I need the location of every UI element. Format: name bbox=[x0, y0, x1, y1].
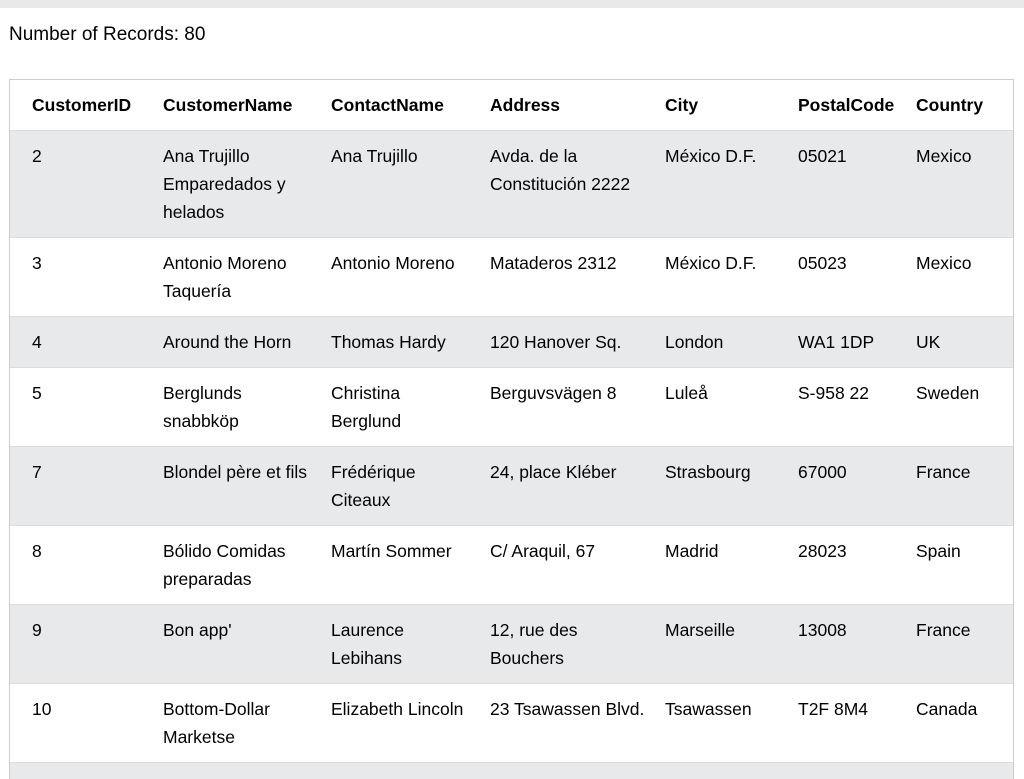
cell-city: México D.F. bbox=[655, 131, 788, 238]
cell-postalcode: 13008 bbox=[788, 605, 906, 684]
cell-customerid: 2 bbox=[10, 131, 153, 238]
cell-contactname: Christina Berglund bbox=[321, 368, 480, 447]
table-row bbox=[10, 131, 1014, 238]
table-row bbox=[10, 526, 1014, 605]
table-row bbox=[10, 605, 1014, 684]
cell-customerid: 4 bbox=[10, 317, 153, 368]
cell-postalcode: 05021 bbox=[788, 131, 906, 238]
header-customerid: CustomerID bbox=[10, 80, 153, 131]
cell-customername: Around the Horn bbox=[153, 317, 321, 368]
header-country: Country bbox=[906, 80, 1014, 131]
cell-customerid: 10 bbox=[10, 684, 153, 763]
cell-contactname: Thomas Hardy bbox=[321, 317, 480, 368]
cell-customerid: 8 bbox=[10, 526, 153, 605]
cell-country: France bbox=[906, 605, 1014, 684]
cell-contactname: Laurence Lebihans bbox=[321, 605, 480, 684]
cell-city: Tsawassen bbox=[655, 684, 788, 763]
table-row bbox=[10, 684, 1014, 763]
cell-country: Canada bbox=[906, 684, 1014, 763]
records-count: Number of Records: 80 bbox=[9, 24, 205, 46]
cell-country: Mexico bbox=[906, 131, 1014, 238]
header-city: City bbox=[655, 80, 788, 131]
cell-customername: Berglunds snabbköp bbox=[153, 368, 321, 447]
table-row bbox=[10, 238, 1014, 317]
cell-customerid: 9 bbox=[10, 605, 153, 684]
cell-customername: Blondel père et fils bbox=[153, 447, 321, 526]
cell-postalcode: 67000 bbox=[788, 447, 906, 526]
cell-contactname: Elizabeth Lincoln bbox=[321, 684, 480, 763]
cell-contactname: Antonio Moreno bbox=[321, 238, 480, 317]
table-row bbox=[10, 317, 1014, 368]
cell-customername: Antonio Moreno Taquería bbox=[153, 238, 321, 317]
table-row bbox=[10, 447, 1014, 526]
cell-customerid: 3 bbox=[10, 238, 153, 317]
cell-city: Strasbourg bbox=[655, 447, 788, 526]
cell-customerid: 7 bbox=[10, 447, 153, 526]
cell-postalcode: 28023 bbox=[788, 526, 906, 605]
cell-country: Mexico bbox=[906, 238, 1014, 317]
customers-table bbox=[10, 80, 1014, 779]
table-header-row bbox=[10, 80, 1014, 131]
cell-postalcode: T2F 8M4 bbox=[788, 684, 906, 763]
cell-contactname: Frédérique Citeaux bbox=[321, 447, 480, 526]
cell-customername: Bon app' bbox=[153, 605, 321, 684]
cell-customerid: 5 bbox=[10, 368, 153, 447]
header-customername: CustomerName bbox=[153, 80, 321, 131]
cell-city: Marseille bbox=[655, 605, 788, 684]
cell-postalcode: 05023 bbox=[788, 238, 906, 317]
header-contactname: ContactName bbox=[321, 80, 480, 131]
cell-city: Madrid bbox=[655, 526, 788, 605]
cell-country: Sweden bbox=[906, 368, 1014, 447]
table-row bbox=[10, 368, 1014, 447]
table-row-partial bbox=[10, 763, 1014, 779]
cell-address: 120 Hanover Sq. bbox=[480, 317, 655, 368]
cell-city: México D.F. bbox=[655, 238, 788, 317]
cell-customername: Ana Trujillo Emparedados y helados bbox=[153, 131, 321, 238]
cell-address: C/ Araquil, 67 bbox=[480, 526, 655, 605]
cell-country: UK bbox=[906, 317, 1014, 368]
cell-country: France bbox=[906, 447, 1014, 526]
cell-contactname: Martín Sommer bbox=[321, 526, 480, 605]
cell-postalcode: WA1 1DP bbox=[788, 317, 906, 368]
cell-address: 24, place Kléber bbox=[480, 447, 655, 526]
cell-customername: Bottom-Dollar Marketse bbox=[153, 684, 321, 763]
customers-table-container bbox=[9, 79, 1014, 779]
cell-address: 23 Tsawassen Blvd. bbox=[480, 684, 655, 763]
cell-address: 12, rue des Bouchers bbox=[480, 605, 655, 684]
cell-city: Luleå bbox=[655, 368, 788, 447]
cell-country: Spain bbox=[906, 526, 1014, 605]
cell-customername: Bólido Comidas preparadas bbox=[153, 526, 321, 605]
cell-contactname: Ana Trujillo bbox=[321, 131, 480, 238]
cell-city: London bbox=[655, 317, 788, 368]
header-address: Address bbox=[480, 80, 655, 131]
cell-address: Mataderos 2312 bbox=[480, 238, 655, 317]
cell-postalcode: S-958 22 bbox=[788, 368, 906, 447]
header-postalcode: PostalCode bbox=[788, 80, 906, 131]
top-bar bbox=[0, 0, 1024, 8]
cell-address: Avda. de la Constitución 2222 bbox=[480, 131, 655, 238]
cell-address: Berguvsvägen 8 bbox=[480, 368, 655, 447]
